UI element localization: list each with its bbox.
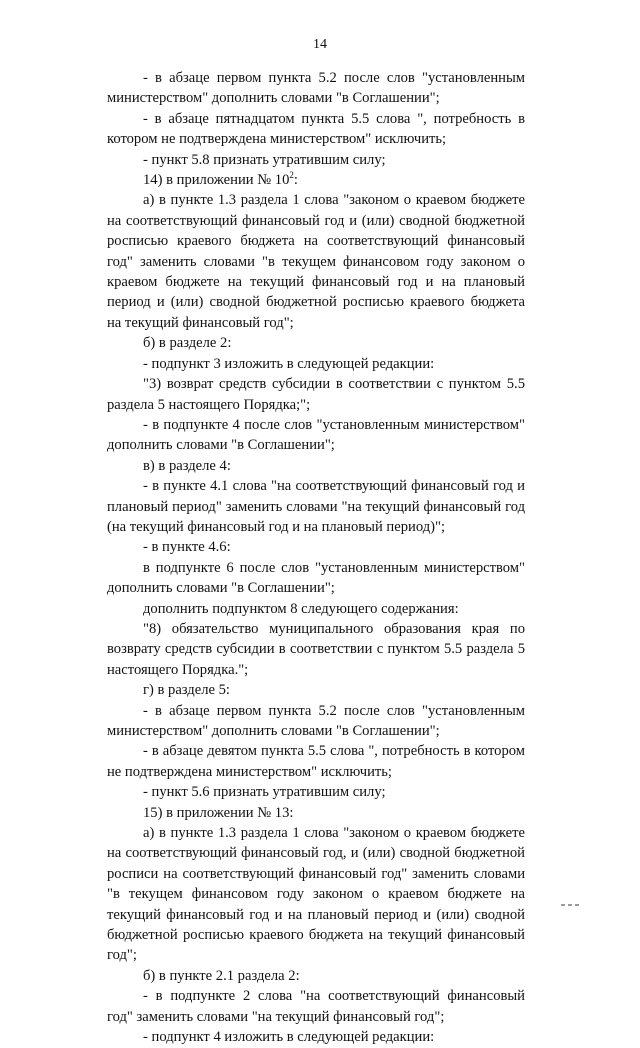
paragraph: а) в пункте 1.3 раздела 1 слова "законом о краевом бюджете на соответствующий финансовый год, и (или) сводной бюджетной росписи на соответствующий финансовый год" заменить словами "в текущем финансовом году законом о краевом бюджете на текущий финансовый год и на плановый период и (или) сводной бюджетной росписью краевого бюджета на текущий финансовый год";: [107, 825, 525, 964]
paragraph: дополнить подпунктом 8 следующего содержания:: [143, 600, 459, 617]
paragraph: - в пункте 4.6:: [143, 539, 231, 556]
paragraph-item-14: [107, 170, 525, 190]
document-body: [107, 68, 525, 1048]
scan-artifact-marks: [561, 893, 591, 897]
artifact-dot: [575, 904, 579, 906]
paragraph: a) в пункте 1.3 раздела 1 слова "законом о краевом бюджете на соответствующий финансовый год и (или) сводной бюджетной росписью краевого бюджета на соответствующий финансовый год" заменить словами "в текущем финансовом году законом о краевом бюджете на текущий финансовый год и на плановый период и (или) сводной бюджетной росписью краевого бюджета на текущий финансовый год";: [107, 192, 525, 331]
paragraph: "8) обязательство муниципального образования края по возврату средств субсидии в соответствии с пунктом 5.5 раздела 5 настоящего Порядка.";: [107, 620, 525, 678]
paragraph: б) в разделе 2:: [143, 335, 232, 352]
paragraph: - пункт 5.6 признать утратившим силу;: [143, 784, 386, 801]
paragraph: - в абзаце пятнадцатом пункта 5.5 слова ", потребность в котором не подтверждена министерством" исключить;: [107, 110, 525, 148]
paragraph: в подпункте 6 после слов "установленным министерством" дополнить словами "в Соглашении";: [107, 559, 525, 597]
item-14-text: 14) в приложении № 10: [143, 172, 290, 189]
paragraph: - в подпункте 4 после слов "установленным министерством" дополнить словами "в Соглашении";: [107, 416, 525, 454]
paragraph: 15) в приложении № 13:: [143, 804, 294, 821]
paragraph: - в пункте 4.1 слова "на соответствующий финансовый год и плановый период" заменить словами "на текущий финансовый год (на текущий финансовый год и на плановый период)";: [107, 478, 525, 535]
paragraph: - в подпункте 2 слова "на соответствующий финансовый год" заменить словами "на текущий финансовый год";: [107, 988, 525, 1025]
paragraph: - в абзаце первом пункта 5.2 после слов "установленным министерством" дополнить словами "в Соглашении";: [107, 70, 525, 107]
artifact-dot: [561, 904, 565, 906]
page-number: 14: [313, 37, 327, 52]
paragraph: б) в пункте 2.1 раздела 2:: [143, 967, 300, 984]
paragraph: - подпункт 3 изложить в следующей редакции:: [143, 355, 435, 372]
item-14-superscript: 2: [289, 170, 294, 181]
paragraph: - в абзаце девятом пункта 5.5 слова ", потребность в котором не подтверждена министерством" исключить;: [107, 743, 525, 780]
paragraph: "3) возврат средств субсидии в соответствии с пунктом 5.5 раздела 5 настоящего Порядка;";: [107, 376, 525, 413]
paragraph: - подпункт 4 изложить в следующей редакции:: [143, 1029, 435, 1046]
paragraph: - пункт 5.8 признать утратившим силу;: [143, 151, 386, 168]
paragraph: г) в разделе 5:: [143, 682, 230, 699]
item-14-tail: :: [293, 172, 298, 189]
paragraph: - в абзаце первом пункта 5.2 после слов "установленным министерством" дополнить словами "в Соглашении";: [107, 702, 525, 739]
artifact-dot: [568, 904, 572, 906]
paragraph: в) в разделе 4:: [143, 457, 231, 474]
